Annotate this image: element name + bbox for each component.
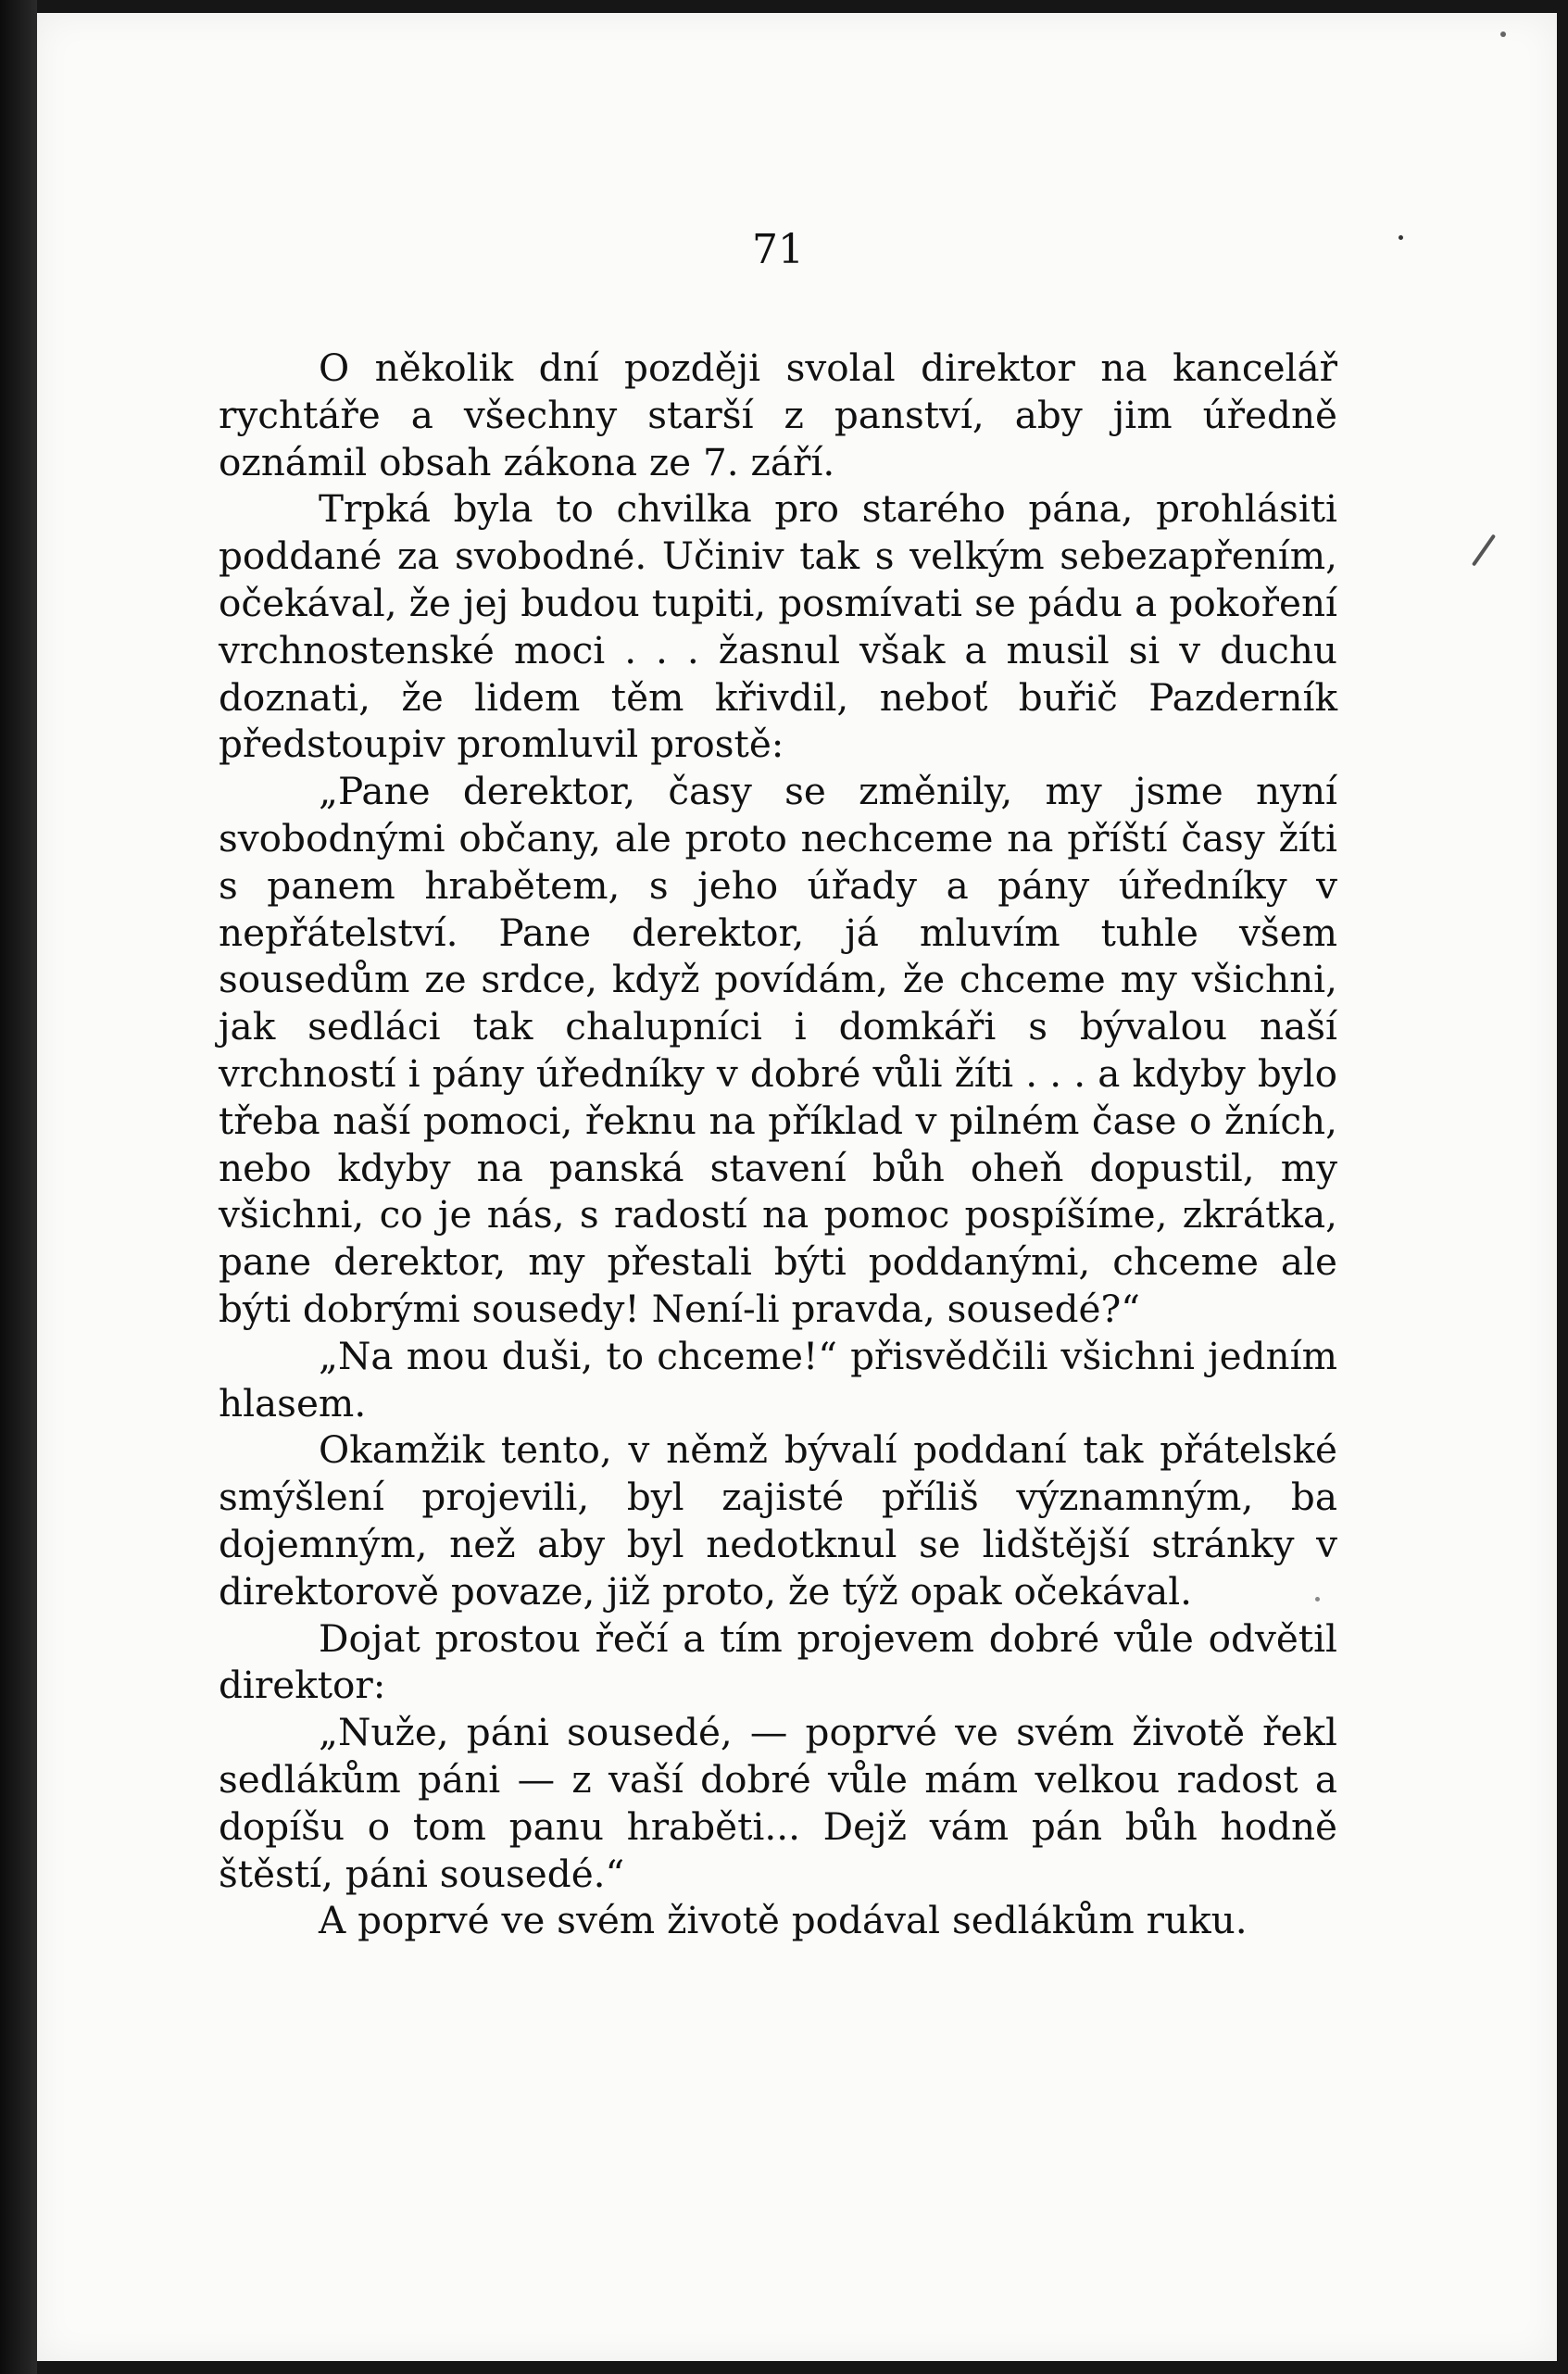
- paper-speck: [1472, 534, 1496, 566]
- paragraph: O několik dní později svolal direktor na kancelář rychtáře a všechny starší z panství, aby jim úředně oznámil obsah zákona ze 7. září.: [219, 345, 1337, 484]
- page-number: 71: [752, 226, 804, 273]
- paragraph: Dojat prostou řečí a tím projevem dobré vůle odvětil direktor:: [219, 1615, 1337, 1708]
- paragraph: Okamžik tento, v němž bývalí poddaní tak přátelské smýšlení projevili, byl zajisté příliš významným, ba dojemným, než aby byl nedotknul se lidštější stránky v direktorově povaze, již proto, že týž opak očekával.: [219, 1427, 1337, 1614]
- book-page: [37, 13, 1557, 2361]
- paragraph: „Na mou duši, to chceme!“ přisvědčili všichni jedním hlasem.: [219, 1333, 1337, 1426]
- paragraph: A poprvé ve svém životě podával sedlákům ruku.: [319, 1898, 1248, 1943]
- paper-speck: [1315, 1597, 1320, 1602]
- body-text: [219, 345, 1337, 1944]
- paper-speck: [1399, 235, 1403, 240]
- paragraph: „Nuže, páni sousedé, — poprvé ve svém životě řekl sedlákům páni — z vaší dobré vůle mám velkou radost a dopíšu o tom panu hraběti... Dejž vám pán bůh hodně štěstí, páni sousedé.“: [219, 1710, 1337, 1896]
- book-spine-shadow: [0, 0, 37, 2374]
- paper-speck: [1500, 31, 1506, 37]
- paragraph: „Pane derektor, časy se změnily, my jsme nyní svobodnými občany, ale proto nechceme na příští časy žíti s panem hrabětem, s jeho úřady a pány úředníky v nepřátelství. Pane derektor, já mluvím tuhle všem sousedům ze srdce, když povídám, že chceme my všichni, jak sedláci tak chalupníci i domkáři s bývalou naší vrchností i pány úředníky v dobré vůli žíti . . . a kdyby bylo třeba naší pomoci, řeknu na příklad v pilném čase o žních, nebo kdyby na panská stavení bůh oheň dopustil, my všichni, co je nás, s radostí na pomoc pospíšíme, zkrátka, pane derektor, my přestali býti poddanými, chceme ale býti dobrými sousedy! Není-li pravda, sousedé?“: [219, 769, 1337, 1331]
- paragraph: Trpká byla to chvilka pro starého pána, prohlásiti poddané za svobodné. Učiniv tak s velkým sebezapřením, očekával, že jej budou tupiti, posmívati se pádu a pokoření vrchnostenské moci . . . žasnul však a musil si v duchu doznati, že lidem těm křivdil, neboť buřič Pazderník předstoupiv promluvil prostě:: [219, 486, 1337, 767]
